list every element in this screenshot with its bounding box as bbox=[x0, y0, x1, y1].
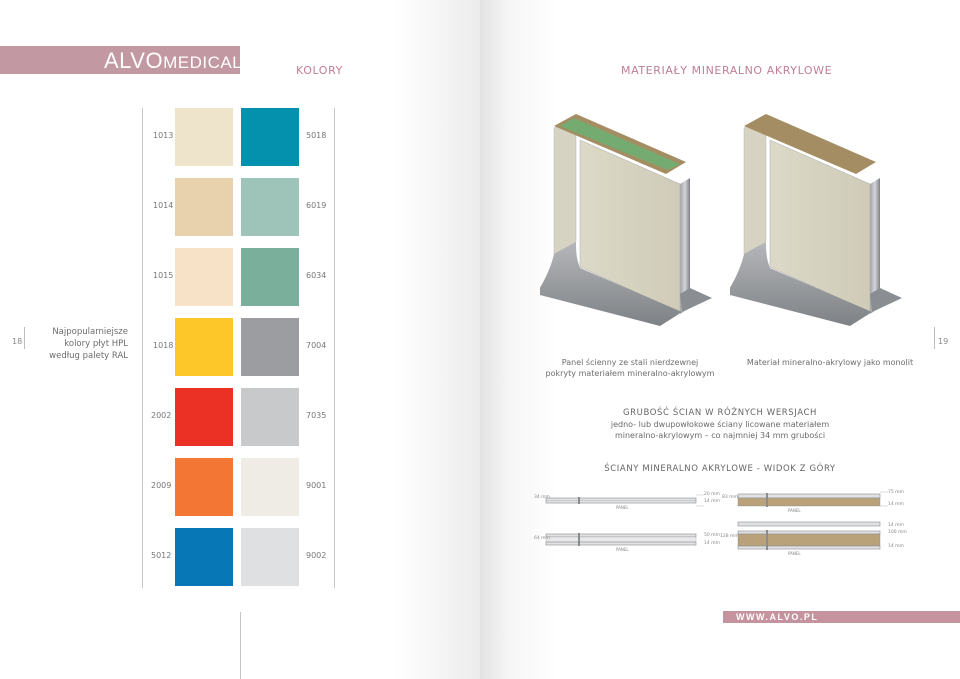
color-code: 7035 bbox=[306, 411, 327, 420]
dim-top: 100 mm bbox=[888, 530, 907, 535]
dim-extra: 14 mm bbox=[888, 523, 904, 528]
caption-monolith: Materiał mineralno-akrylowy jako monolit bbox=[746, 358, 914, 367]
caption-steel-panel bbox=[530, 357, 730, 379]
color-code: 9002 bbox=[306, 551, 327, 560]
dim-top: 20 mm bbox=[704, 492, 720, 497]
page-number: 19 bbox=[938, 337, 949, 346]
page-number-rule bbox=[24, 327, 25, 349]
description-line: mineralno-akrylowym – co najmniej 34 mm grubości bbox=[614, 431, 826, 440]
wall-panel-monolith-illustration bbox=[730, 112, 910, 332]
color-swatch bbox=[175, 458, 233, 516]
topview-heading: ŚCIANY MINERALNO AKRYLOWE - WIDOK Z GÓRY bbox=[604, 464, 836, 474]
intro-line: według palety RAL bbox=[49, 351, 128, 361]
color-code: 2002 bbox=[151, 411, 172, 420]
description-line: jedno- lub dwupowłokowe ściany licowane materiałem bbox=[610, 420, 830, 429]
wall-panel-steel-illustration bbox=[540, 112, 720, 332]
color-code: 1015 bbox=[153, 271, 174, 280]
dim-total: 83 mm bbox=[722, 495, 738, 500]
dim-bottom: 14 mm bbox=[704, 499, 720, 504]
thickness-heading: GRUBOŚĆ ŚCIAN W RÓŻNYCH WERSJACH bbox=[622, 408, 818, 418]
intro-line: Najpopularniejsze bbox=[52, 327, 128, 337]
section-34mm bbox=[534, 492, 734, 514]
brand-part-alvo: ALVO bbox=[104, 48, 164, 73]
color-code: 5012 bbox=[151, 551, 172, 560]
panel-label: PANEL bbox=[616, 505, 629, 510]
caption-line: Panel ścienny ze stali nierdzewnej bbox=[561, 358, 699, 367]
website-link[interactable]: WWW.ALVO.PL bbox=[736, 612, 819, 622]
dim-bottom: 14 mm bbox=[888, 544, 904, 549]
section-64mm bbox=[534, 530, 734, 556]
color-swatch bbox=[175, 388, 233, 446]
dim-total: 34 mm bbox=[534, 495, 550, 500]
color-swatch bbox=[175, 248, 233, 306]
color-swatch bbox=[175, 178, 233, 236]
page-title-materials: MATERIAŁY MINERALNO AKRYLOWE bbox=[621, 64, 833, 77]
dim-total: 64 mm bbox=[534, 536, 550, 541]
panel-label: PANEL bbox=[788, 508, 801, 513]
dim-top: 50 mm bbox=[704, 533, 720, 538]
footer-rule bbox=[240, 612, 241, 679]
color-swatch bbox=[175, 108, 233, 166]
color-code: 9001 bbox=[306, 481, 327, 490]
dim-top: 75 mm bbox=[888, 490, 904, 495]
color-swatch bbox=[175, 528, 233, 586]
divider-left bbox=[142, 108, 143, 588]
color-code: 7004 bbox=[306, 341, 327, 350]
color-code: 6034 bbox=[306, 271, 327, 280]
section-128mm bbox=[720, 528, 918, 558]
brand-part-medical: MEDICAL bbox=[163, 53, 243, 72]
color-swatch bbox=[241, 318, 299, 376]
color-swatch bbox=[241, 388, 299, 446]
color-swatch bbox=[241, 178, 299, 236]
caption-line: pokryty materiałem mineralno-akrylowym bbox=[545, 369, 715, 378]
section-83mm bbox=[722, 490, 918, 530]
color-code: 6019 bbox=[306, 201, 327, 210]
dim-bottom: 14 mm bbox=[704, 541, 720, 546]
color-swatch bbox=[241, 528, 299, 586]
divider-right bbox=[334, 108, 335, 588]
page-number: 18 bbox=[12, 337, 23, 346]
color-swatch bbox=[241, 248, 299, 306]
brand-logo bbox=[104, 48, 242, 74]
dim-total: 128 mm bbox=[720, 534, 739, 539]
panel-label: PANEL bbox=[788, 551, 801, 556]
dim-bottom: 14 mm bbox=[888, 502, 904, 507]
color-code: 2009 bbox=[151, 481, 172, 490]
panel-label: PANEL bbox=[616, 547, 629, 552]
color-swatch bbox=[175, 318, 233, 376]
color-swatch bbox=[241, 108, 299, 166]
color-code: 1014 bbox=[153, 201, 174, 210]
intro-line: kolory płyt HPL bbox=[64, 339, 128, 349]
thickness-description bbox=[510, 419, 930, 441]
color-swatch bbox=[241, 458, 299, 516]
color-code: 1018 bbox=[153, 341, 174, 350]
page-number-rule bbox=[934, 327, 935, 349]
right-page bbox=[480, 0, 960, 679]
page-title-kolory: KOLORY bbox=[296, 64, 343, 77]
color-code: 1013 bbox=[153, 131, 174, 140]
color-code: 5018 bbox=[306, 131, 327, 140]
intro-text bbox=[44, 326, 128, 362]
